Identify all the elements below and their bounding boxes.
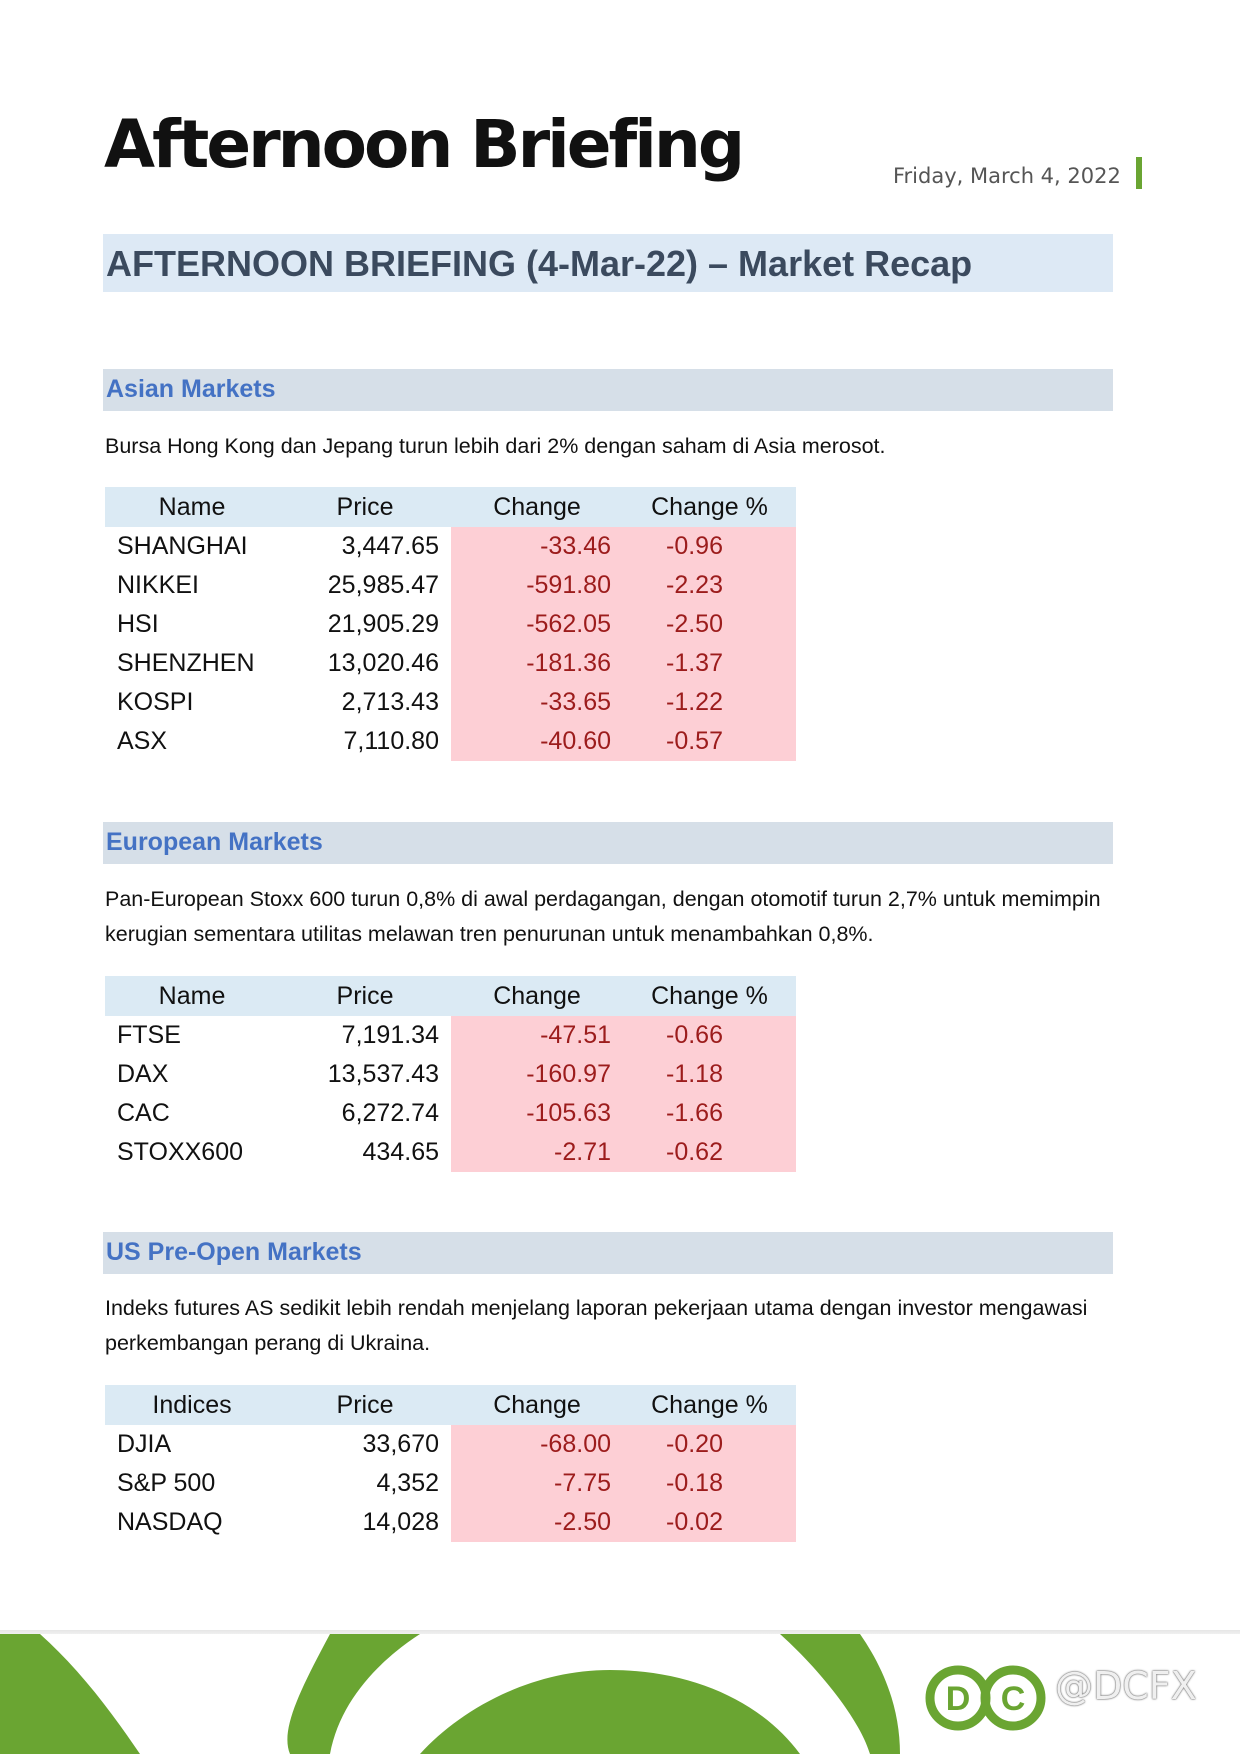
column-header-name: Name [105,487,279,527]
column-header-change-pct: Change % [623,487,796,527]
us-markets-table [105,1385,796,1542]
cell-change-pct: -0.57 [623,722,796,761]
cell-change-pct: -0.20 [623,1425,796,1464]
column-header-price: Price [279,976,451,1016]
cell-change-pct: -2.50 [623,605,796,644]
column-header-change: Change [451,976,623,1016]
cell-change: -33.65 [451,683,623,722]
cell-price: 25,985.47 [327,571,439,599]
cell-change: -68.00 [451,1425,623,1464]
column-header-price: Price [279,1385,451,1425]
footer-graphic [0,1630,1240,1754]
cell-change: -33.46 [451,527,623,566]
column-header-name: Name [105,976,279,1016]
cell-name: KOSPI [117,688,194,716]
column-header-indices: Indices [105,1385,279,1425]
column-header-change: Change [451,1385,623,1425]
recap-banner [103,234,1113,292]
table-header-row [105,976,796,1016]
table-row [105,527,796,566]
table-row [105,1094,796,1133]
cell-change: -47.51 [451,1016,623,1055]
cell-price: 6,272.74 [341,1099,439,1127]
cell-name: CAC [117,1099,170,1127]
table-header-row [105,1385,796,1425]
table-row [105,1016,796,1055]
section-heading-text: European Markets [106,828,323,856]
table-row [105,1464,796,1503]
cell-name: ASX [117,727,168,755]
cell-name: SHENZHEN [117,649,255,677]
report-date: Friday, March 4, 2022 [893,164,1121,188]
footer-watermark: @DCFX [1055,1664,1197,1708]
cell-price: 7,110.80 [343,727,439,755]
section-heading-us [103,1232,1113,1274]
cell-change-pct: -0.66 [623,1016,796,1055]
european-markets-table [105,976,796,1172]
cell-change-pct: -1.66 [623,1094,796,1133]
column-header-change: Change [451,487,623,527]
asian-markets-table [105,487,796,761]
date-accent-bar [1136,157,1142,189]
cell-change: -2.71 [451,1133,623,1172]
table-row [105,1133,796,1172]
table-row [105,1425,796,1464]
cell-change-pct: -1.22 [623,683,796,722]
cell-change-pct: -1.37 [623,644,796,683]
table-row [105,644,796,683]
cell-name: SHANGHAI [117,532,248,560]
table-row [105,605,796,644]
column-header-price: Price [279,487,451,527]
cell-name: FTSE [117,1021,181,1049]
table-row [105,1503,796,1542]
cell-change: -7.75 [451,1464,623,1503]
cell-price: 2,713.43 [341,688,439,716]
cell-price: 434.65 [362,1138,439,1166]
cell-change: -160.97 [451,1055,623,1094]
cell-change-pct: -0.18 [623,1464,796,1503]
cell-change-pct: -0.96 [623,527,796,566]
cell-change: -562.05 [451,605,623,644]
table-row [105,683,796,722]
section-heading-european [103,822,1113,864]
cell-name: DJIA [117,1430,172,1458]
section-heading-text: US Pre-Open Markets [106,1238,362,1266]
cell-change-pct: -2.23 [623,566,796,605]
european-summary: Pan-European Stoxx 600 turun 0,8% di awal perdagangan, dengan otomotif turun 2,7% untuk memimpin kerugian sementara utilitas melawan tren penurunan untuk menambahkan 0,8%. [105,887,1101,946]
cell-price: 33,670 [362,1430,439,1458]
table-header-row [105,487,796,527]
cell-price: 13,020.46 [327,649,439,677]
asian-summary: Bursa Hong Kong dan Jepang turun lebih dari 2% dengan saham di Asia merosot. [105,434,886,458]
cell-change: -181.36 [451,644,623,683]
cell-change-pct: -0.02 [623,1503,796,1542]
cell-price: 4,352 [376,1469,439,1497]
cell-price: 13,537.43 [327,1060,439,1088]
column-header-change-pct: Change % [623,1385,796,1425]
cell-change-pct: -1.18 [623,1055,796,1094]
logo-letter-d: D [945,1680,971,1718]
cell-name: NASDAQ [117,1508,223,1536]
cell-name: DAX [117,1060,169,1088]
cell-change: -591.80 [451,566,623,605]
table-row [105,722,796,761]
cell-name: STOXX600 [117,1138,244,1166]
cell-name: HSI [117,610,159,638]
table-row [105,566,796,605]
recap-banner-text: AFTERNOON BRIEFING (4-Mar-22) – Market Recap [106,243,973,284]
cell-change: -105.63 [451,1094,623,1133]
section-heading-text: Asian Markets [106,375,276,403]
column-header-change-pct: Change % [623,976,796,1016]
cell-change-pct: -0.62 [623,1133,796,1172]
us-summary: Indeks futures AS sedikit lebih rendah menjelang laporan pekerjaan utama dengan investor mengawasi perkembangan perang di Ukraina. [105,1296,1088,1355]
cell-name: NIKKEI [117,571,199,599]
cell-price: 7,191.34 [341,1021,439,1049]
cell-name: S&P 500 [117,1469,216,1497]
section-heading-asian [103,369,1113,411]
cell-change: -2.50 [451,1503,623,1542]
table-row [105,1055,796,1094]
cell-price: 3,447.65 [341,532,439,560]
cell-change: -40.60 [451,722,623,761]
cell-price: 14,028 [362,1508,439,1536]
page-title: Afternoon Briefing [104,106,743,183]
logo-letter-c: C [1000,1680,1026,1718]
cell-price: 21,905.29 [327,610,439,638]
